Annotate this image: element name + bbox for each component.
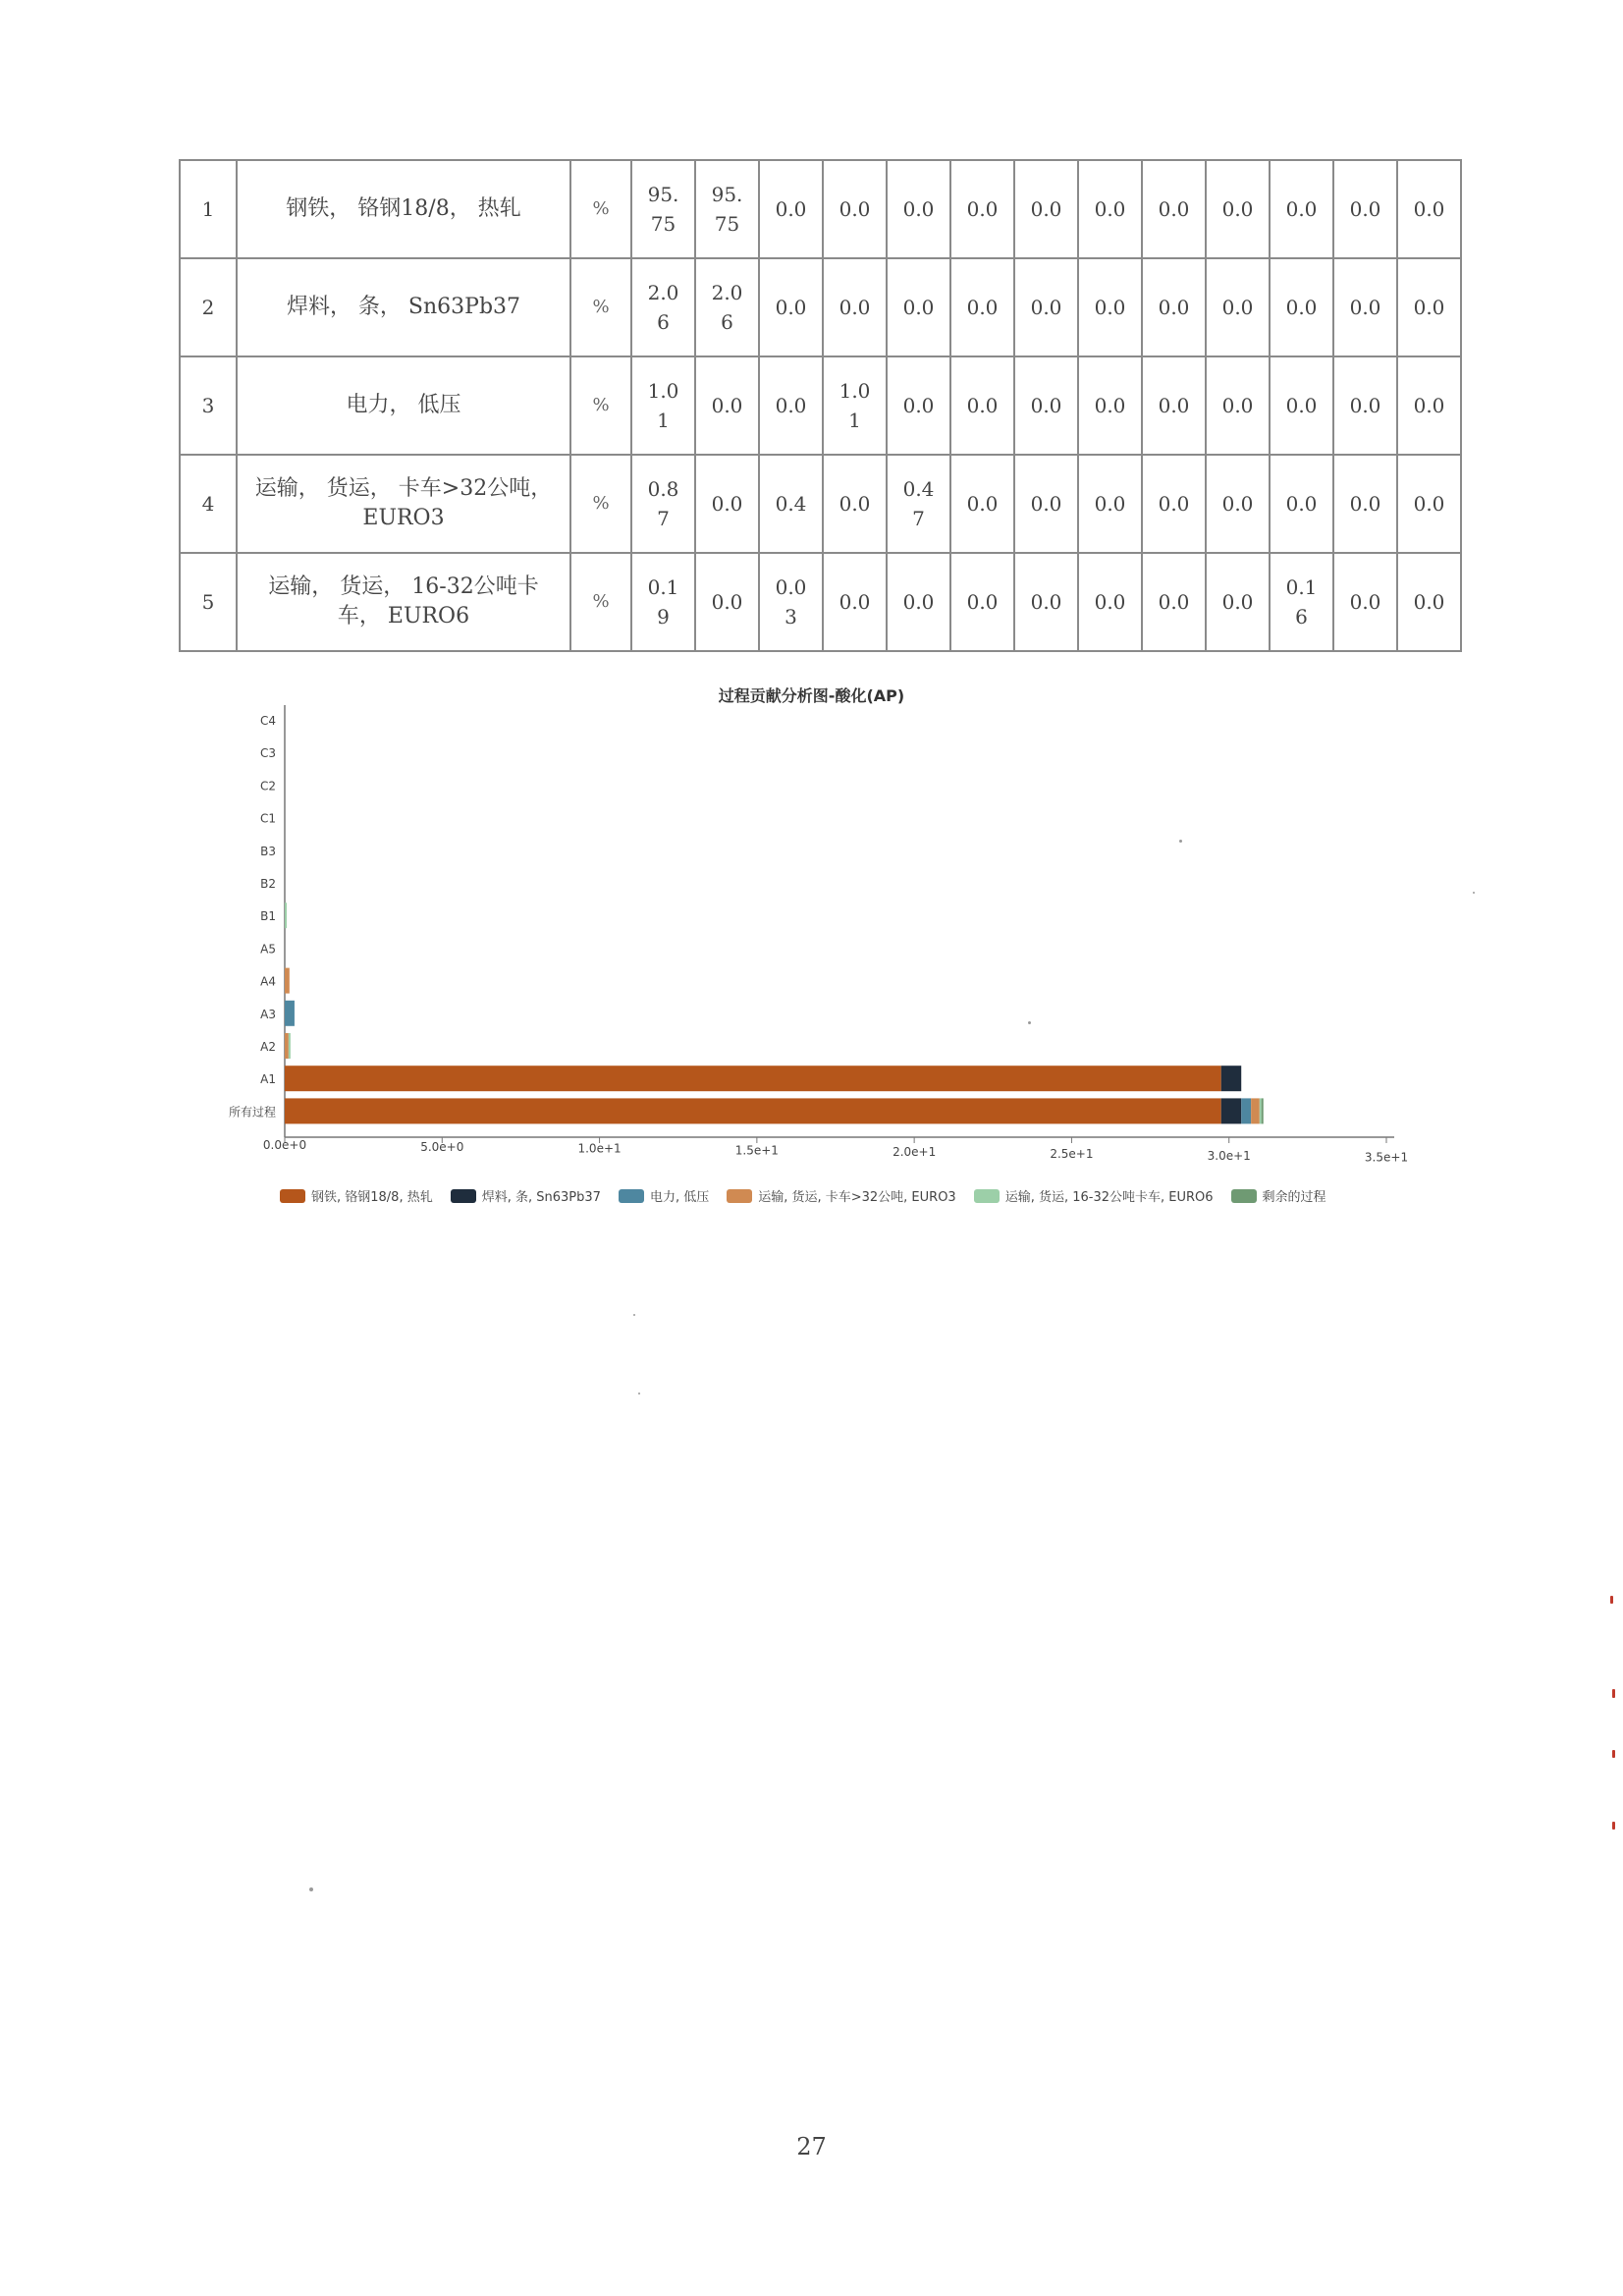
process-name-cell: 运输， 货运， 卡车>32公吨， EURO3 xyxy=(237,455,570,553)
value-text: 0.0 xyxy=(1413,296,1445,319)
x-tick-labels xyxy=(263,1137,1408,1165)
value-text: 0.0 xyxy=(1221,492,1254,516)
value-text: 0.0 xyxy=(1158,590,1190,614)
y-tick-label: B1 xyxy=(260,909,276,924)
value-text: 0.0 xyxy=(1349,394,1381,417)
bar-segment xyxy=(285,1066,1221,1091)
y-tick-label: B2 xyxy=(260,877,276,891)
x-tick-label: 1.5e+1 xyxy=(734,1143,779,1158)
y-tick-label: A1 xyxy=(260,1072,276,1087)
bar-segment xyxy=(1262,1098,1264,1123)
y-tick-label: A3 xyxy=(260,1007,276,1021)
unit-cell: % xyxy=(570,553,631,651)
scan-speck xyxy=(1612,1822,1615,1830)
bar-segment xyxy=(285,1098,1221,1123)
value-text: 0.0 xyxy=(966,590,999,614)
x-tick-label: 0.0e+0 xyxy=(262,1138,307,1152)
y-tick-label: B3 xyxy=(260,844,276,858)
process-name-cell: 钢铁， 铬钢18/8， 热轧 xyxy=(237,160,570,258)
bar-segment xyxy=(285,968,290,994)
legend-label: 电力, 低压 xyxy=(649,1190,710,1205)
row-number-cell: 4 xyxy=(180,455,237,553)
value-text: 1.01 xyxy=(647,379,679,432)
value-text: 0.19 xyxy=(647,575,679,629)
y-tick-label: A5 xyxy=(260,942,276,957)
legend-label: 运输, 货运, 16-32公吨卡车, EURO6 xyxy=(1004,1190,1214,1205)
value-text: 0.0 xyxy=(1221,590,1254,614)
chart-title: 过程贡献分析图-酸化(AP) xyxy=(718,686,905,705)
value-text: 0.0 xyxy=(1349,197,1381,221)
bar-segment xyxy=(289,1033,291,1059)
value-text: 0.0 xyxy=(1349,590,1381,614)
scan-speck xyxy=(1028,1021,1031,1024)
page-number: 27 xyxy=(796,2133,827,2160)
value-text: 0.47 xyxy=(902,477,935,530)
value-text: 0.0 xyxy=(775,296,807,319)
value-text: 0.4 xyxy=(775,492,807,516)
value-text: 0.0 xyxy=(1094,197,1126,221)
legend-item xyxy=(974,1186,1214,1205)
value-text: 0.0 xyxy=(902,296,935,319)
value-text: 0.0 xyxy=(1285,296,1318,319)
y-tick-label: C3 xyxy=(259,746,276,761)
value-text: 0.0 xyxy=(711,394,743,417)
value-text: 0.0 xyxy=(839,590,871,614)
value-text: 2.06 xyxy=(711,281,743,334)
scan-speck xyxy=(1612,1689,1615,1698)
x-tick-label: 2.5e+1 xyxy=(1050,1147,1094,1161)
value-text: 0.0 xyxy=(1030,492,1062,516)
row-number-cell: 3 xyxy=(180,356,237,455)
bar-segment xyxy=(1241,1098,1251,1123)
value-text: 0.0 xyxy=(966,394,999,417)
scan-speck xyxy=(309,1887,313,1891)
scan-speck xyxy=(638,1393,640,1394)
y-tick-label: C4 xyxy=(259,714,276,728)
value-text: 0.0 xyxy=(1030,590,1062,614)
legend-label: 运输, 货运, 卡车>32公吨, EURO3 xyxy=(758,1190,956,1205)
value-text: 0.0 xyxy=(1030,394,1062,417)
value-text: 0.0 xyxy=(1158,394,1190,417)
x-tick-label: 2.0e+1 xyxy=(893,1145,937,1160)
value-text: 0.0 xyxy=(966,197,999,221)
value-text: 0.0 xyxy=(1094,492,1126,516)
legend-swatch xyxy=(974,1189,1000,1203)
scan-speck xyxy=(1612,1750,1615,1758)
scan-speck xyxy=(633,1314,635,1316)
legend-label: 剩余的过程 xyxy=(1262,1190,1326,1205)
value-text: 0.0 xyxy=(839,197,871,221)
y-tick-label: 所有过程 xyxy=(228,1105,276,1120)
value-text: 0.0 xyxy=(839,296,871,319)
value-text: 0.0 xyxy=(839,492,871,516)
value-text: 0.0 xyxy=(966,492,999,516)
legend-swatch xyxy=(451,1189,476,1203)
bar-segment xyxy=(285,1033,289,1059)
legend-item xyxy=(727,1186,956,1205)
value-text: 0.0 xyxy=(1285,394,1318,417)
value-text: 0.0 xyxy=(1030,197,1062,221)
value-text: 0.0 xyxy=(1221,394,1254,417)
unit-cell: % xyxy=(570,160,631,258)
value-text: 0.0 xyxy=(711,492,743,516)
value-text: 0.0 xyxy=(1158,296,1190,319)
scan-speck xyxy=(1473,892,1475,894)
x-tick-label: 1.0e+1 xyxy=(577,1141,622,1156)
value-text: 95.75 xyxy=(711,183,743,236)
x-tick-label: 3.5e+1 xyxy=(1364,1150,1409,1165)
chart-legend xyxy=(280,1186,1458,1205)
legend-swatch xyxy=(280,1189,305,1203)
value-text: 0.0 xyxy=(1413,197,1445,221)
legend-item xyxy=(619,1186,709,1205)
unit-cell: % xyxy=(570,455,631,553)
value-text: 0.0 xyxy=(1221,197,1254,221)
legend-item xyxy=(1231,1186,1326,1205)
legend-item xyxy=(280,1186,433,1205)
process-name-cell: 焊料， 条， Sn63Pb37 xyxy=(237,258,570,356)
value-text: 0.0 xyxy=(1094,394,1126,417)
scan-speck xyxy=(1179,840,1182,843)
value-text: 2.06 xyxy=(647,281,679,334)
value-text: 95.75 xyxy=(647,183,679,236)
legend-swatch xyxy=(619,1189,644,1203)
legend-label: 钢铁, 铬钢18/8, 热轧 xyxy=(311,1190,433,1205)
x-tick-label: 3.0e+1 xyxy=(1207,1148,1251,1163)
row-number-cell: 5 xyxy=(180,553,237,651)
value-text: 0.87 xyxy=(647,477,679,530)
row-number-cell: 2 xyxy=(180,258,237,356)
process-name-cell: 运输， 货运， 16-32公吨卡车， EURO6 xyxy=(237,553,570,651)
value-text: 0.0 xyxy=(1030,296,1062,319)
x-tick-label: 5.0e+0 xyxy=(420,1139,464,1154)
bar-segment xyxy=(285,902,287,928)
value-text: 0.0 xyxy=(1349,296,1381,319)
value-text: 0.03 xyxy=(775,575,807,629)
legend-label: 焊料, 条, Sn63Pb37 xyxy=(481,1190,601,1205)
value-text: 0.0 xyxy=(902,590,935,614)
legend-item xyxy=(451,1186,601,1205)
row-number-cell: 1 xyxy=(180,160,237,258)
y-tick-label: A4 xyxy=(260,974,276,989)
bar-segment xyxy=(1221,1066,1242,1091)
value-text: 1.01 xyxy=(839,379,871,432)
scan-speck xyxy=(1610,1596,1613,1604)
value-text: 0.0 xyxy=(1285,492,1318,516)
bar-segment xyxy=(1251,1098,1260,1123)
unit-cell: % xyxy=(570,356,631,455)
value-text: 0.0 xyxy=(1413,492,1445,516)
y-tick-label: C1 xyxy=(259,811,276,826)
bar-segment xyxy=(1260,1098,1262,1123)
legend-swatch xyxy=(727,1189,752,1203)
process-name-cell: 电力， 低压 xyxy=(237,356,570,455)
value-text: 0.0 xyxy=(902,197,935,221)
value-text: 0.0 xyxy=(1285,197,1318,221)
y-tick-label: A2 xyxy=(260,1040,276,1054)
value-text: 0.0 xyxy=(775,394,807,417)
value-text: 0.0 xyxy=(1158,197,1190,221)
value-text: 0.0 xyxy=(1413,394,1445,417)
legend-swatch xyxy=(1231,1189,1257,1203)
value-text: 0.0 xyxy=(1094,296,1126,319)
value-text: 0.0 xyxy=(966,296,999,319)
value-text: 0.0 xyxy=(1413,590,1445,614)
unit-cell: % xyxy=(570,258,631,356)
value-text: 0.0 xyxy=(1094,590,1126,614)
value-text: 0.0 xyxy=(1221,296,1254,319)
value-text: 0.0 xyxy=(775,197,807,221)
bar-segment xyxy=(1221,1098,1242,1123)
value-text: 0.16 xyxy=(1285,575,1318,629)
chart-bars xyxy=(285,902,1264,1123)
value-text: 0.0 xyxy=(711,590,743,614)
value-text: 0.0 xyxy=(902,394,935,417)
y-tick-label: C2 xyxy=(259,779,276,793)
value-text: 0.0 xyxy=(1158,492,1190,516)
y-tick-labels xyxy=(229,714,276,1119)
bar-segment xyxy=(285,1001,295,1026)
value-text: 0.0 xyxy=(1349,492,1381,516)
